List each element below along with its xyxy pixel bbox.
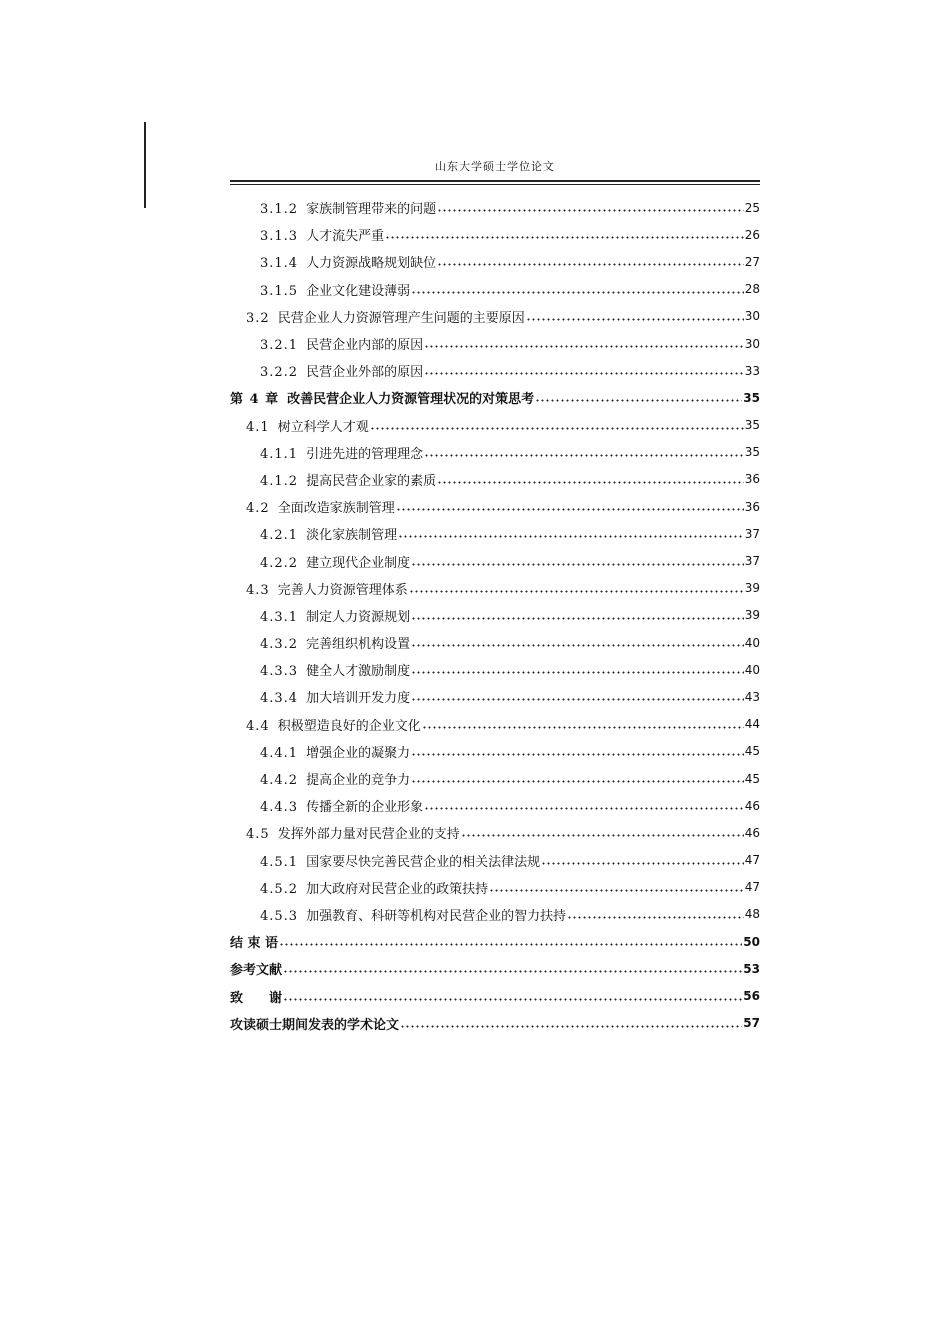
toc-leader-dots — [411, 644, 744, 647]
toc-entry-label — [260, 851, 540, 870]
toc-entry-title: 树立科学人才观 — [277, 419, 369, 435]
toc-entry-number: 4.5.3 — [260, 908, 299, 924]
toc-entry-page: 35 — [744, 418, 760, 433]
toc-entry-page: 30 — [744, 309, 760, 324]
toc-leader-dots — [489, 889, 744, 892]
toc-entry-title: 全面改造家族制管理 — [277, 501, 395, 517]
toc-entry-page: 25 — [744, 200, 760, 215]
toc-entry-number: 4.3.3 — [260, 664, 299, 680]
toc-entry-number: 3.1.3 — [260, 229, 299, 245]
toc-entry-title: 攻读硕士期间发表的学术论文 — [230, 1017, 400, 1033]
toc-entry-number: 4.1 — [246, 419, 270, 435]
toc-entry-page: 43 — [744, 689, 760, 704]
toc-entry-title: 完善人力资源管理体系 — [277, 582, 408, 598]
toc-entry-label — [260, 361, 423, 380]
toc-leader-dots — [411, 563, 744, 566]
toc-entry-title: 增强企业的凝聚力 — [306, 745, 411, 761]
toc-entry-number: 3.2.2 — [260, 365, 299, 381]
toc-entry[interactable] — [230, 575, 760, 602]
toc-entry[interactable] — [230, 221, 760, 248]
toc-entry-label — [246, 715, 421, 734]
toc-entry[interactable] — [230, 602, 760, 629]
toc-entry-label — [260, 633, 410, 652]
toc-entry-label — [260, 443, 423, 462]
toc-entry-label — [230, 388, 534, 407]
toc-entry[interactable] — [230, 248, 760, 275]
toc-entry-page: 47 — [744, 853, 760, 868]
toc-entry[interactable] — [230, 466, 760, 493]
toc-entry-title: 致 谢 — [230, 990, 283, 1006]
toc-entry-number: 3.1.5 — [260, 283, 299, 299]
toc-entry-label — [246, 416, 369, 435]
toc-entry-title: 民营企业内部的原因 — [306, 338, 424, 354]
toc-entry-page: 46 — [744, 798, 760, 813]
toc-entry[interactable] — [230, 194, 760, 221]
toc-entry-title: 发挥外部力量对民营企业的支持 — [277, 827, 460, 843]
toc-entry-title: 民营企业外部的原因 — [306, 365, 424, 381]
toc-entry[interactable] — [230, 982, 760, 1009]
toc-entry-title: 完善组织机构设置 — [306, 637, 411, 653]
toc-entry-page: 44 — [744, 717, 760, 732]
toc-entry[interactable] — [230, 330, 760, 357]
toc-leader-dots — [424, 345, 744, 348]
toc-entry-label — [260, 334, 423, 353]
toc-leader-dots — [535, 399, 742, 402]
toc-entry-label — [230, 932, 278, 951]
toc-entry-label — [260, 552, 410, 571]
toc-entry-number: 4.3.1 — [260, 609, 299, 625]
header-rule-thin — [230, 184, 760, 185]
toc-entry[interactable] — [230, 1010, 760, 1037]
toc-entry-page: 50 — [743, 934, 760, 949]
toc-entry-label — [260, 878, 488, 897]
toc-entry-number: 4.5.2 — [260, 881, 299, 897]
toc-entry-title: 人力资源战略规划缺位 — [306, 256, 437, 272]
toc-entry[interactable] — [230, 493, 760, 520]
toc-entry-number: 4.3.4 — [260, 691, 299, 707]
toc-leader-dots — [437, 209, 744, 212]
toc-entry-label — [230, 959, 282, 978]
toc-entry[interactable] — [230, 765, 760, 792]
toc-entry-number: 4.2 — [246, 501, 270, 517]
toc-entry-number: 3.2 — [246, 310, 270, 326]
header-title: 山东大学硕士学位论文 — [435, 160, 555, 173]
toc-entry-title: 积极塑造良好的企业文化 — [277, 718, 421, 734]
toc-entry[interactable] — [230, 629, 760, 656]
toc-entry-label — [230, 987, 282, 1006]
toc-entry-page: 26 — [744, 227, 760, 242]
toc-entry-number: 4.2.1 — [260, 528, 299, 544]
toc-entry-title: 引进先进的管理理念 — [306, 446, 424, 462]
toc-entry-label — [246, 307, 525, 326]
toc-entry[interactable] — [230, 357, 760, 384]
toc-entry-title: 加大培训开发力度 — [306, 691, 411, 707]
toc-entry-title: 加大政府对民营企业的政策扶持 — [306, 881, 489, 897]
toc-leader-dots — [422, 726, 744, 729]
toc-leader-dots — [396, 508, 744, 511]
toc-entry-label — [260, 606, 410, 625]
toc-entry-page: 56 — [743, 989, 760, 1004]
toc-entry-page: 28 — [744, 282, 760, 297]
toc-entry[interactable] — [230, 738, 760, 765]
toc-entry-number: 4.4 — [246, 718, 270, 734]
toc-entry-label — [260, 252, 436, 271]
toc-entry-title: 提高企业的竞争力 — [306, 773, 411, 789]
toc-entry[interactable] — [230, 928, 760, 955]
toc-leader-dots — [283, 970, 742, 973]
toc-entry[interactable] — [230, 439, 760, 466]
toc-leader-dots — [437, 481, 744, 484]
toc-leader-dots — [411, 698, 744, 701]
toc-leader-dots — [385, 236, 744, 239]
toc-entry-number: 4.4.1 — [260, 745, 299, 761]
toc-entry-title: 家族制管理带来的问题 — [306, 202, 437, 218]
toc-entry[interactable] — [230, 901, 760, 928]
toc-entry[interactable] — [230, 955, 760, 982]
toc-leader-dots — [411, 291, 744, 294]
toc-entry-title: 结 束 语 — [230, 936, 279, 952]
toc-entry-number: 第 4 章 — [230, 392, 280, 408]
toc-entry-label — [260, 660, 410, 679]
toc-leader-dots — [461, 834, 744, 837]
toc-entry-title: 健全人才激励制度 — [306, 664, 411, 680]
toc-entry-title: 企业文化建设薄弱 — [306, 283, 411, 299]
toc-entry-label — [260, 769, 410, 788]
toc-entry-page: 27 — [744, 254, 760, 269]
toc-entry-label — [260, 742, 410, 761]
toc-entry-number: 4.5.1 — [260, 854, 299, 870]
toc-entry-number: 4.1.2 — [260, 473, 299, 489]
toc-entry-page: 36 — [744, 472, 760, 487]
toc-leader-dots — [567, 916, 744, 919]
toc-entry-label — [230, 1014, 399, 1033]
toc-leader-dots — [279, 943, 742, 946]
toc-entry-label — [260, 687, 410, 706]
toc-entry-page: 35 — [744, 445, 760, 460]
toc-leader-dots — [370, 427, 744, 430]
toc-entry-page: 48 — [744, 907, 760, 922]
toc-leader-dots — [541, 862, 744, 865]
toc-entry-page: 36 — [744, 499, 760, 514]
toc-entry-page: 53 — [743, 961, 760, 976]
toc-entry-number: 4.3 — [246, 582, 270, 598]
toc-entry[interactable] — [230, 520, 760, 547]
toc-entry-title: 参考文献 — [230, 963, 283, 979]
toc-entry-page: 30 — [744, 336, 760, 351]
toc-entry-title: 加强教育、科研等机构对民营企业的智力扶持 — [306, 908, 567, 924]
toc-entry-title: 改善民营企业人力资源管理状况的对策思考 — [287, 392, 535, 408]
toc-entry-page: 57 — [743, 1016, 760, 1031]
toc-entry-page: 37 — [744, 526, 760, 541]
toc-entry-label — [260, 524, 397, 543]
toc-leader-dots — [411, 617, 744, 620]
toc-entry-page: 39 — [744, 581, 760, 596]
toc-entry-page: 37 — [744, 554, 760, 569]
toc-leader-dots — [411, 753, 744, 756]
toc-leader-dots — [424, 807, 744, 810]
toc-entry[interactable] — [230, 384, 760, 411]
scan-edge-mark — [144, 122, 146, 208]
page-header — [230, 158, 760, 182]
toc-entry-number: 4.1.1 — [260, 446, 299, 462]
toc-entry-number: 4.4.2 — [260, 773, 299, 789]
toc-entry[interactable] — [230, 656, 760, 683]
toc-entry-page: 40 — [744, 635, 760, 650]
toc-entry-number: 3.1.2 — [260, 202, 299, 218]
toc-entry-title: 传播全新的企业形象 — [306, 800, 424, 816]
toc-entry-label — [260, 470, 436, 489]
header-rule-thick — [230, 180, 760, 182]
toc-entry-page: 33 — [744, 363, 760, 378]
toc-entry[interactable] — [230, 303, 760, 330]
toc-entry-number: 3.2.1 — [260, 338, 299, 354]
toc-leader-dots — [411, 780, 744, 783]
toc-entry[interactable] — [230, 547, 760, 574]
toc-entry-number: 4.4.3 — [260, 800, 299, 816]
toc-leader-dots — [283, 998, 742, 1001]
toc-leader-dots — [411, 671, 744, 674]
toc-entry-page: 45 — [744, 744, 760, 759]
toc-leader-dots — [424, 372, 744, 375]
toc-entry-title: 淡化家族制管理 — [306, 528, 398, 544]
toc-entry-title: 人才流失严重 — [306, 229, 385, 245]
toc-entry[interactable] — [230, 819, 760, 846]
toc-entry[interactable] — [230, 847, 760, 874]
toc-leader-dots — [526, 318, 744, 321]
toc-leader-dots — [437, 263, 744, 266]
toc-entry[interactable] — [230, 412, 760, 439]
toc-entry-title: 民营企业人力资源管理产生问题的主要原因 — [277, 310, 525, 326]
toc-entry-page: 40 — [744, 662, 760, 677]
toc-leader-dots — [424, 454, 744, 457]
toc-entry[interactable] — [230, 683, 760, 710]
toc-entry-label — [246, 497, 395, 516]
toc-entry-label — [260, 225, 384, 244]
toc-entry-number: 4.5 — [246, 827, 270, 843]
toc-entry-title: 国家要尽快完善民营企业的相关法律法规 — [306, 854, 541, 870]
toc-entry-page: 35 — [743, 390, 760, 405]
toc-entry-label — [246, 579, 408, 598]
toc-leader-dots — [400, 1025, 742, 1028]
toc-entry-number: 4.2.2 — [260, 555, 299, 571]
toc-entry-number: 4.3.2 — [260, 637, 299, 653]
toc-entry[interactable] — [230, 874, 760, 901]
toc-entry-title: 提高民营企业家的素质 — [306, 473, 437, 489]
toc-leader-dots — [409, 590, 744, 593]
toc-entry-label — [260, 198, 436, 217]
toc-entry-page: 46 — [744, 825, 760, 840]
toc-entry[interactable] — [230, 276, 760, 303]
toc-entry-page: 39 — [744, 608, 760, 623]
toc-entry-title: 建立现代企业制度 — [306, 555, 411, 571]
toc-entry-label — [246, 823, 460, 842]
toc-entry-label — [260, 280, 410, 299]
toc-entry[interactable] — [230, 711, 760, 738]
table-of-contents — [230, 194, 760, 1037]
toc-entry-label — [260, 796, 423, 815]
toc-entry-page: 47 — [744, 880, 760, 895]
toc-entry-number: 3.1.4 — [260, 256, 299, 272]
toc-entry-page: 45 — [744, 771, 760, 786]
toc-entry[interactable] — [230, 792, 760, 819]
toc-entry-label — [260, 905, 566, 924]
toc-leader-dots — [398, 535, 744, 538]
toc-entry-title: 制定人力资源规划 — [306, 609, 411, 625]
